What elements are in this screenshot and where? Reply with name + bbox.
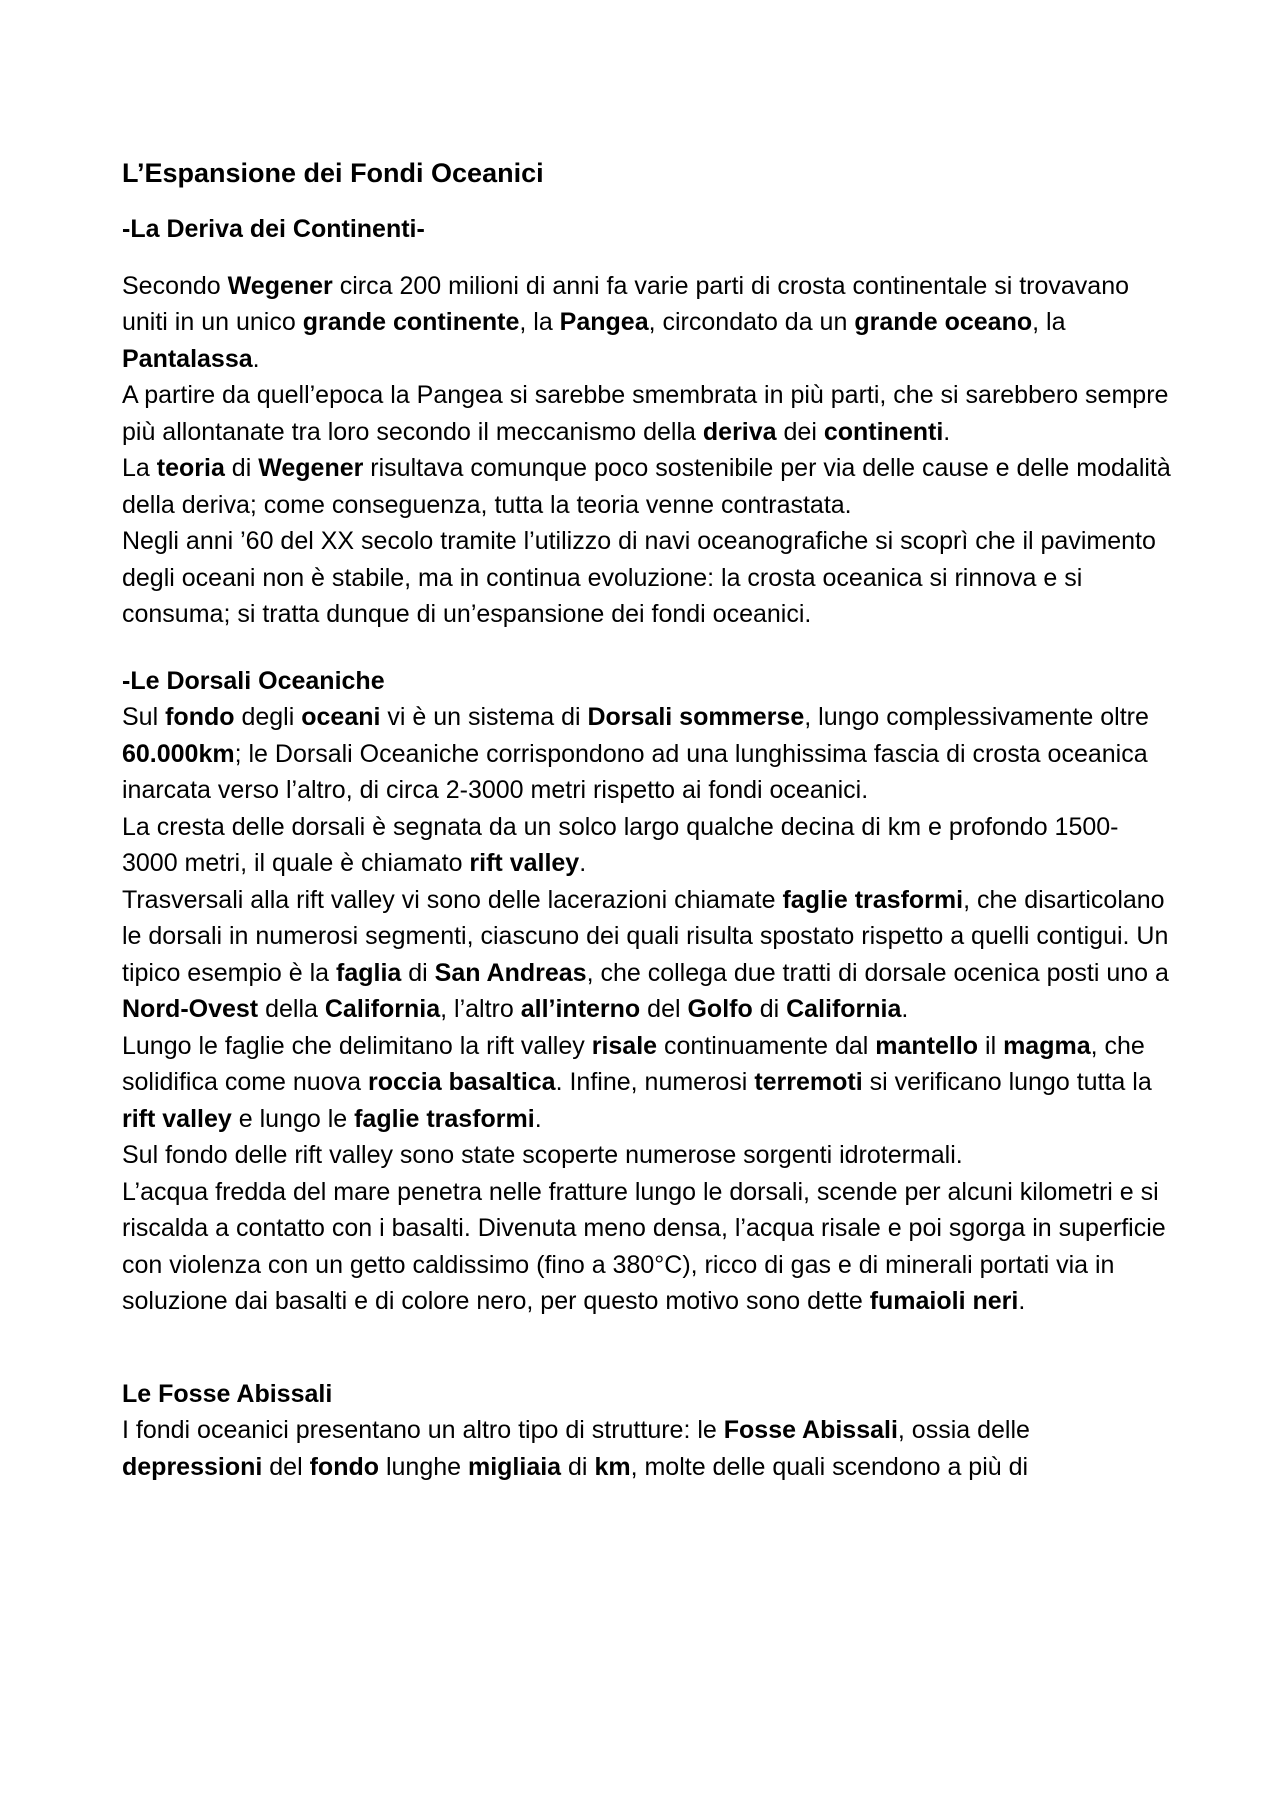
text-run: Sul fondo delle rift valley sono state scoperte numerose sorgenti idrotermali. (122, 1141, 963, 1169)
text-run: lunghe (379, 1452, 468, 1481)
bold-term: km (594, 1452, 631, 1481)
bold-term: Nord-Ovest (122, 995, 259, 1023)
text-run: continuamente dal (657, 1031, 876, 1060)
paragraph (122, 699, 1172, 809)
text-run: . (901, 995, 909, 1023)
text-run: ; le Dorsali Oceaniche corrispondono ad una lunghissima fascia di crosta oceanica inarcata verso l’altro, di circa 2-3000 metri rispetto ai fondi oceanici. (122, 739, 1148, 804)
bold-term: rift valley (122, 1104, 232, 1133)
bold-term: Dorsali sommerse (587, 703, 805, 731)
section-heading-deriva: -La Deriva dei Continenti- (122, 215, 425, 243)
section-spacer (122, 1320, 1172, 1376)
bold-term: magma (1003, 1031, 1091, 1060)
bold-term: depressioni (122, 1452, 263, 1481)
paragraph (122, 1028, 1172, 1138)
text-run: degli (234, 703, 302, 731)
paragraph (122, 1412, 1172, 1485)
bold-term: migliaia (467, 1452, 562, 1481)
paragraph (122, 450, 1172, 523)
document-page (122, 155, 1172, 1485)
text-run: Trasversali alla rift valley vi sono delle lacerazioni chiamate (122, 885, 783, 914)
text-run: Secondo (122, 271, 228, 300)
text-run: , la (1032, 308, 1066, 336)
bold-term: risale (591, 1031, 658, 1060)
text-run: La (122, 454, 157, 482)
bold-term: Pantalassa (122, 344, 253, 373)
text-run: , la (519, 308, 560, 336)
text-run: di (561, 1452, 595, 1481)
bold-term: faglie trasformi (782, 885, 964, 914)
bold-term: fumaioli neri (869, 1287, 1019, 1315)
bold-term: faglia (336, 958, 402, 987)
text-run: vi è un sistema di (380, 703, 588, 731)
text-run: circa 200 milioni di anni fa varie parti di crosta continentale si trovavano uniti in un unico (122, 271, 1130, 336)
text-run: , circondato da un (648, 308, 855, 336)
paragraph (122, 377, 1172, 450)
bold-term: teoria (156, 454, 225, 482)
text-run: e lungo le (231, 1104, 355, 1133)
bold-term: faglie trasformi (354, 1104, 535, 1133)
bold-term: Pangea (559, 308, 649, 336)
bold-term: Wegener (227, 271, 333, 300)
text-run: di (224, 454, 259, 482)
paragraph (122, 882, 1172, 1028)
bold-term: mantello (875, 1031, 979, 1060)
text-run: del (640, 995, 688, 1023)
bold-term: all’interno (520, 995, 641, 1023)
text-run: di (401, 958, 435, 987)
text-run: L’acqua fredda del mare penetra nelle fratture lungo le dorsali, scende per alcuni kilometri e si riscalda a contatto con i basalti. Divenuta meno densa, l’acqua risale e poi sgorga in superficie con violenza con un getto caldissimo (fino a 380°C), ricco di gas e di minerali portati via in soluzione dai basalti e di colore nero, per questo motivo sono dette (122, 1177, 1166, 1315)
bold-term: roccia basaltica (367, 1068, 556, 1096)
text-run: , che solidifica come nuova (122, 1031, 1145, 1096)
paragraph (122, 1174, 1172, 1320)
bold-term: oceani (301, 703, 381, 731)
text-run: , molte delle quali scendono a più di (630, 1452, 1029, 1481)
text-run: del (262, 1452, 310, 1481)
text-run: Sul (122, 703, 166, 731)
bold-term: Golfo (687, 995, 753, 1023)
text-run: , che disarticolano le dorsali in numerosi segmenti, ciascuno dei quali risulta spostato rispetto a quelli contigui. Un tipico esempio è la (122, 885, 1169, 987)
text-run: , ossia delle (897, 1416, 1030, 1444)
bold-term: terremoti (754, 1068, 863, 1096)
bold-term: rift valley (469, 849, 580, 877)
section-body-dorsali (122, 699, 1172, 1320)
text-run: I fondi oceanici presentano un altro tipo di strutture: le (122, 1416, 724, 1444)
text-run: . Infine, numerosi (555, 1068, 755, 1096)
section-spacer (122, 633, 1172, 663)
text-run: , lungo complessivamente oltre (804, 703, 1149, 731)
bold-term: grande continente (302, 308, 520, 336)
text-run: . (579, 849, 587, 877)
bold-term: grande oceano (854, 308, 1033, 336)
section-body-fosse (122, 1412, 1172, 1485)
text-run: il (978, 1031, 1004, 1060)
text-run: . (943, 417, 951, 446)
bold-term: fondo (309, 1452, 380, 1481)
text-run: . (1018, 1287, 1026, 1315)
document-title: L’Espansione dei Fondi Oceanici (122, 158, 544, 188)
text-run: A partire da quell’epoca la Pangea si sarebbe smembrata in più parti, che si sarebbero sempre più allontanate tra loro secondo il meccanismo della (122, 381, 1169, 446)
paragraph (122, 1137, 1172, 1174)
section-heading-dorsali: -Le Dorsali Oceaniche (122, 666, 385, 695)
paragraph (122, 523, 1172, 633)
bold-term: Fosse Abissali (723, 1416, 898, 1444)
text-run: risultava comunque poco sostenibile per via delle cause e delle modalità della deriva; come conseguenza, tutta la teoria venne contrastata. (122, 454, 1171, 519)
text-run: , che collega due tratti di dorsale ocenica posti uno a (586, 958, 1169, 987)
paragraph (122, 809, 1172, 882)
paragraph (122, 268, 1172, 378)
bold-term: 60.000km (122, 739, 235, 768)
bold-term: fondo (165, 703, 235, 731)
text-run: , l’altro (440, 995, 521, 1023)
section-body-deriva (122, 268, 1172, 633)
bold-term: San Andreas (434, 958, 587, 987)
text-run: Negli anni ’60 del XX secolo tramite l’utilizzo di navi oceanografiche si scoprì che il pavimento degli oceani non è stabile, ma in continua evoluzione: la crosta oceanica si rinnova e si consuma; si tratta dunque di un’espansione dei fondi oceanici. (122, 527, 1156, 628)
text-run: di (752, 995, 787, 1023)
text-run: La cresta delle dorsali è segnata da un solco largo qualche decina di km e profondo 1500-3000 metri, il quale è chiamato (122, 812, 1119, 877)
text-run: dei (776, 417, 824, 446)
bold-term: Wegener (258, 454, 364, 482)
text-run: . (252, 344, 260, 373)
bold-term: continenti (823, 417, 944, 446)
section-heading-fosse: Le Fosse Abissali (122, 1379, 333, 1408)
text-run: della (258, 995, 325, 1023)
bold-term: California (324, 995, 441, 1023)
text-run: Lungo le faglie che delimitano la rift valley (122, 1031, 592, 1060)
bold-term: California (786, 995, 902, 1023)
bold-term: deriva (702, 417, 777, 446)
text-run: . (534, 1104, 542, 1133)
text-run: si verificano lungo tutta la (862, 1068, 1152, 1096)
